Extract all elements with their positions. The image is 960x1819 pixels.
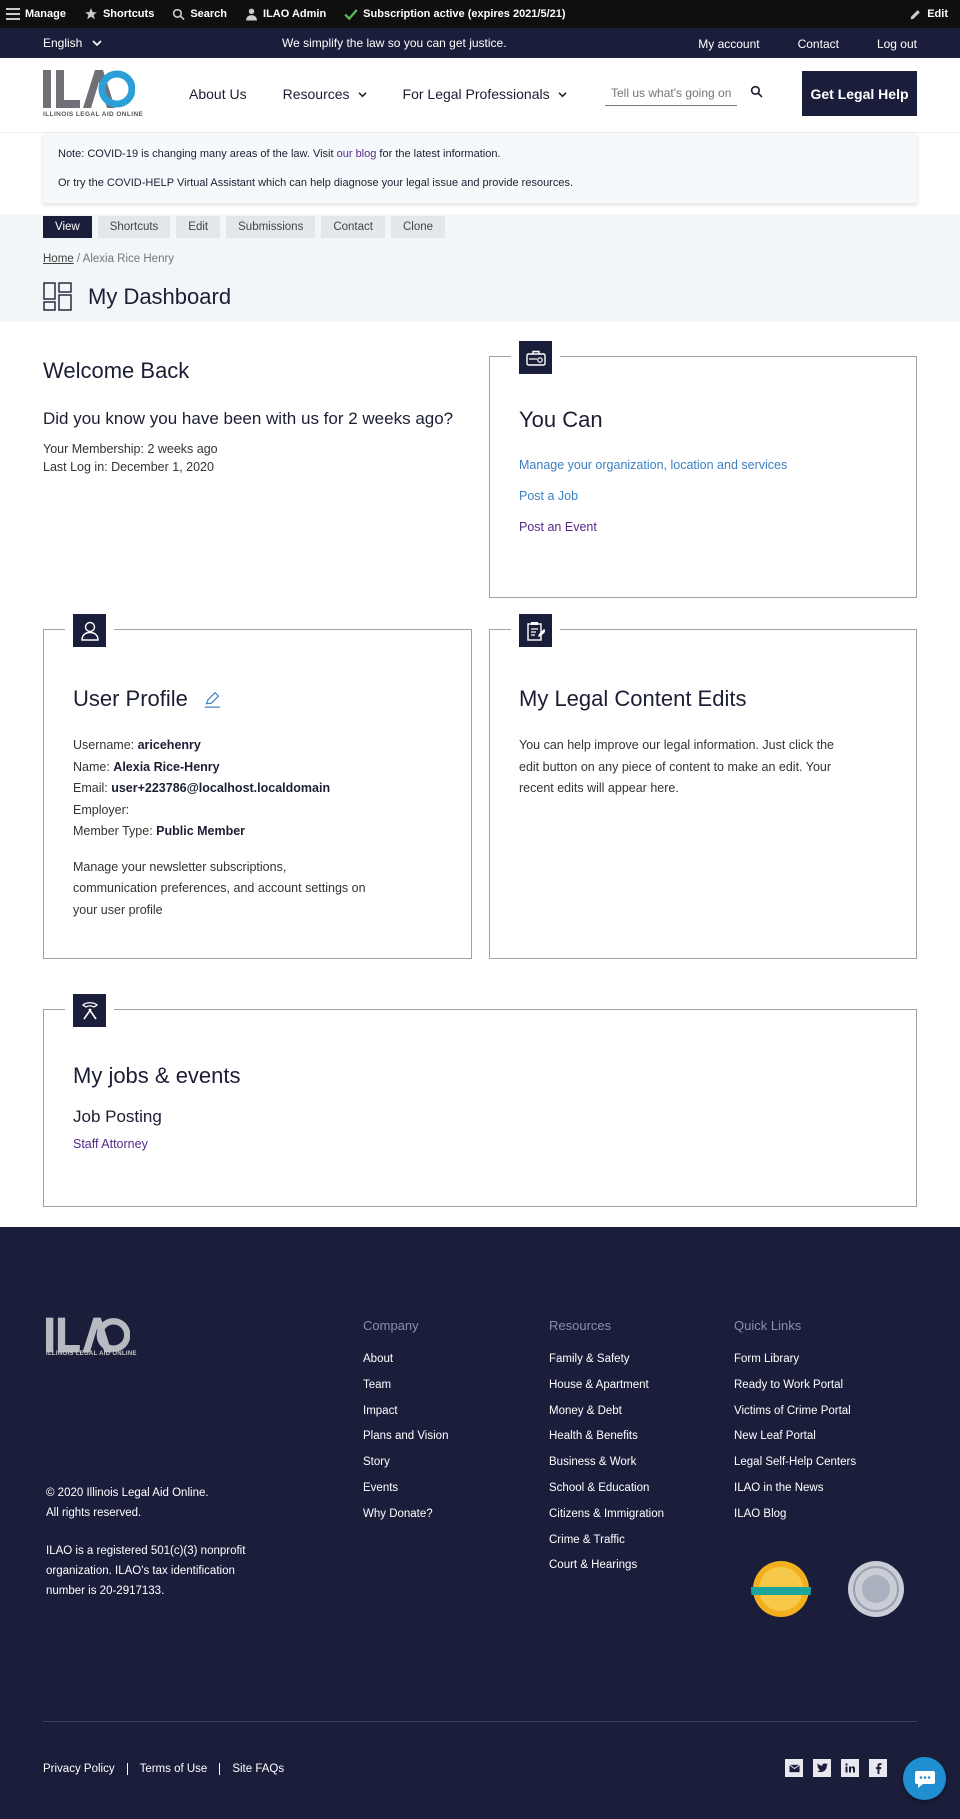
edits-description: You can help improve our legal information. Just click the edit button on any piece of content to make an edit. Your recent edits will appear here.: [519, 738, 834, 795]
email-label: Email:: [73, 781, 112, 795]
covid-notice: [43, 133, 917, 203]
nav-resources[interactable]: [283, 86, 367, 102]
footer-company-column: [363, 1318, 448, 1528]
tab-edit[interactable]: Edit: [176, 216, 220, 238]
nav-legal-professionals[interactable]: [403, 86, 567, 102]
tax-info: ILAO is a registered 501(c)(3) nonprofit organization. ILAO's tax identification number is 20-2917133.: [46, 1545, 246, 1597]
logo-mark: [43, 68, 135, 110]
email-value: user+223786@localhost.localdomain: [111, 781, 331, 795]
site-footer: [0, 1227, 960, 1819]
pencil-icon[interactable]: [204, 691, 221, 708]
footer-quick-links-title: Quick Links: [734, 1318, 802, 1333]
language-selector[interactable]: [43, 36, 102, 50]
footer-logo-tagline: ILLINOIS LEGAL AID ONLINE: [46, 1351, 137, 1357]
footer-company-title: Company: [363, 1318, 419, 1333]
admin-edit-button[interactable]: [909, 0, 948, 28]
rights-line: All rights reserved.: [46, 1507, 142, 1519]
language-label: English: [43, 36, 83, 50]
nav-resources-label: Resources: [282, 86, 350, 102]
card-icon-box: [73, 994, 106, 1027]
facebook-social-button[interactable]: [869, 1759, 887, 1777]
footer-link[interactable]: ILAO in the News: [734, 1481, 824, 1494]
profile-member-type: [73, 821, 442, 843]
profile-title: [73, 686, 442, 712]
twitter-social-button[interactable]: [813, 1759, 831, 1777]
tab-clone[interactable]: Clone: [391, 216, 445, 238]
edits-title: My Legal Content Edits: [519, 686, 747, 711]
copyright: [46, 1483, 209, 1523]
top-rated-badge[interactable]: [751, 1559, 811, 1619]
profile-employer: [73, 800, 442, 822]
footer-link[interactable]: Form Library: [734, 1353, 800, 1365]
envelope-icon: [789, 1764, 800, 1773]
briefcase-icon: [526, 350, 546, 366]
breadcrumb-home[interactable]: Home: [43, 253, 74, 265]
post-event-link[interactable]: Post an Event: [519, 520, 597, 534]
manage-button[interactable]: [6, 8, 66, 20]
footer-link[interactable]: Victims of Crime Portal: [734, 1404, 851, 1417]
tools-icon: [80, 1001, 100, 1021]
notice-text: Note: COVID-19 is changing many areas of the law. Visit: [58, 148, 337, 160]
footer-link[interactable]: School & Education: [549, 1481, 650, 1494]
twitter-icon: [817, 1763, 828, 1773]
chevron-down-icon: [92, 39, 102, 47]
chat-widget-button[interactable]: [903, 1757, 946, 1800]
tab-contact[interactable]: Contact: [321, 216, 385, 238]
search-icon: [750, 85, 763, 98]
footer-link[interactable]: New Leaf Portal: [734, 1430, 816, 1443]
contact-link[interactable]: Contact: [797, 37, 839, 51]
user-icon: [81, 621, 99, 641]
shortcuts-button[interactable]: [84, 7, 154, 21]
subscription-status[interactable]: [344, 8, 565, 20]
nav-legal-professionals-label: For Legal Professionals: [402, 86, 550, 102]
footer-link[interactable]: Team: [363, 1378, 392, 1391]
pencil-icon: [909, 8, 922, 21]
logo-tagline: ILLINOIS LEGAL AID ONLINE: [43, 111, 144, 118]
job-posting-heading: Job Posting: [73, 1107, 162, 1126]
employer-label: Employer:: [73, 802, 130, 817]
hamburger-icon: [6, 8, 20, 20]
footer-link[interactable]: ILAO Blog: [734, 1507, 787, 1520]
legal-links: [43, 1763, 296, 1775]
notice-text: for the latest information.: [376, 148, 501, 160]
user-label: ILAO Admin: [263, 8, 327, 20]
username-label: Username:: [73, 738, 138, 752]
admin-toolbar: [0, 0, 960, 28]
tab-view[interactable]: View: [43, 216, 92, 238]
membership-duration: Your Membership: 2 weeks ago: [43, 442, 218, 456]
star-icon: [84, 7, 98, 21]
legal-content-edits-card: [489, 629, 917, 959]
terms-of-use-link[interactable]: Terms of Use: [127, 1763, 220, 1775]
notice-line-2: Or try the COVID-HELP Virtual Assistant which can help diagnose your legal issue and provide resources.: [58, 177, 574, 189]
profile-title-text: User Profile: [73, 686, 188, 711]
footer-link[interactable]: Story: [363, 1456, 390, 1469]
search-icon: [172, 8, 185, 21]
user-profile-card: [43, 629, 472, 959]
checkmark-icon: [344, 8, 358, 20]
username-value: aricehenry: [137, 738, 201, 752]
clipboard-edit-icon: [527, 621, 545, 641]
chevron-down-icon: [558, 91, 567, 98]
profile-name: [73, 757, 442, 779]
footer-link[interactable]: Health & Benefits: [549, 1430, 638, 1443]
footer-link[interactable]: Impact: [363, 1404, 398, 1417]
footer-link[interactable]: Money & Debt: [549, 1404, 622, 1417]
chevron-down-icon: [358, 91, 367, 98]
staff-attorney-link[interactable]: Staff Attorney: [73, 1137, 148, 1151]
copyright-line: © 2020 Illinois Legal Aid Online.: [46, 1487, 209, 1499]
search-button[interactable]: [172, 8, 227, 21]
breadcrumb: [43, 253, 174, 265]
footer-resources-column: [549, 1318, 664, 1579]
footer-link[interactable]: Legal Self-Help Centers: [734, 1456, 857, 1469]
utility-bar: [0, 28, 960, 58]
jobs-events-card: [43, 1009, 917, 1207]
shortcuts-label: Shortcuts: [102, 8, 155, 20]
post-job-link[interactable]: Post a Job: [519, 489, 579, 503]
user-menu-button[interactable]: [245, 7, 326, 21]
user-icon: [245, 7, 258, 21]
logout-link[interactable]: Log out: [876, 37, 917, 51]
card-icon-box: [519, 341, 552, 374]
manage-organization-link[interactable]: Manage your organization, location and services: [519, 458, 788, 472]
admin-edit-label: Edit: [927, 8, 948, 20]
site-search-button[interactable]: [750, 85, 763, 103]
tab-shortcuts[interactable]: Shortcuts: [98, 216, 171, 238]
ilao-logo[interactable]: [43, 68, 135, 115]
footer-link[interactable]: Ready to Work Portal: [734, 1378, 844, 1391]
dashboard-icon: [43, 282, 72, 311]
notice-line-1: [58, 146, 902, 162]
profile-username: [73, 735, 442, 757]
get-legal-help-button[interactable]: Get Legal Help: [802, 71, 917, 116]
footer-link[interactable]: Business & Work: [549, 1456, 637, 1469]
site-faqs-link[interactable]: Site FAQs: [219, 1763, 296, 1775]
site-header: [0, 58, 960, 133]
subscription-label: Subscription active (expires 2021/5/21): [363, 8, 566, 20]
you-can-title: You Can: [519, 407, 603, 432]
blog-link[interactable]: our blog: [336, 148, 377, 160]
footer-link[interactable]: About: [363, 1353, 394, 1365]
breadcrumb-separator: /: [76, 253, 83, 265]
tab-submissions[interactable]: Submissions: [226, 216, 315, 238]
footer-link[interactable]: Plans and Vision: [363, 1430, 449, 1443]
footer-link[interactable]: Court & Hearings: [549, 1559, 638, 1572]
footer-link[interactable]: Crime & Traffic: [549, 1533, 625, 1546]
account-nav: [698, 37, 917, 51]
footer-link[interactable]: Why Donate?: [363, 1507, 433, 1520]
welcome-title: Welcome Back: [43, 358, 190, 383]
facebook-icon: [875, 1763, 882, 1774]
footer-quick-links-column: [734, 1318, 856, 1528]
footer-divider: [43, 1721, 917, 1722]
site-search-input[interactable]: [605, 80, 737, 106]
you-can-card: [489, 356, 917, 598]
page-title: [43, 282, 231, 311]
member-type-value: Public Member: [156, 824, 246, 838]
card-icon-box: [519, 614, 552, 647]
email-social-button[interactable]: [785, 1759, 803, 1777]
last-login: Last Log in: December 1, 2020: [43, 460, 214, 474]
manage-label: Manage: [25, 8, 66, 20]
linkedin-icon: [845, 1763, 855, 1773]
jobs-title: My jobs & events: [73, 1063, 241, 1088]
member-type-label: Member Type:: [73, 824, 157, 838]
footer-logo-mark: [46, 1315, 130, 1355]
footer-link[interactable]: Family & Safety: [549, 1353, 630, 1365]
footer-link[interactable]: Events: [363, 1481, 399, 1494]
breadcrumb-current: Alexia Rice Henry: [82, 253, 175, 265]
local-tabs: [43, 216, 445, 238]
page-title-text: My Dashboard: [88, 283, 232, 309]
nav-about-us[interactable]: [189, 86, 247, 102]
nav-about-label: About Us: [189, 86, 247, 102]
profile-email: [73, 778, 442, 800]
tagline: We simplify the law so you can get justice.: [282, 36, 507, 50]
footer-resources-title: Resources: [549, 1318, 612, 1333]
search-label: Search: [190, 8, 228, 20]
name-value: Alexia Rice-Henry: [113, 759, 220, 774]
transparency-seal-badge[interactable]: [846, 1559, 906, 1619]
footer-link[interactable]: House & Apartment: [549, 1378, 649, 1391]
dashboard-header: [0, 214, 960, 322]
name-label: Name:: [73, 759, 114, 774]
membership-question: Did you know you have been with us for 2 weeks ago?: [43, 409, 454, 428]
profile-description: Manage your newsletter subscriptions, communication preferences, and account settings on your user profile: [73, 859, 366, 917]
privacy-policy-link[interactable]: Privacy Policy: [43, 1763, 115, 1775]
card-icon-box: [73, 614, 106, 647]
footer-link[interactable]: Citizens & Immigration: [549, 1507, 665, 1520]
welcome-section: [43, 358, 463, 476]
linkedin-social-button[interactable]: [841, 1759, 859, 1777]
chat-bubble-icon: [914, 1769, 936, 1789]
my-account-link[interactable]: My account: [698, 37, 760, 51]
main-nav: [189, 86, 567, 102]
